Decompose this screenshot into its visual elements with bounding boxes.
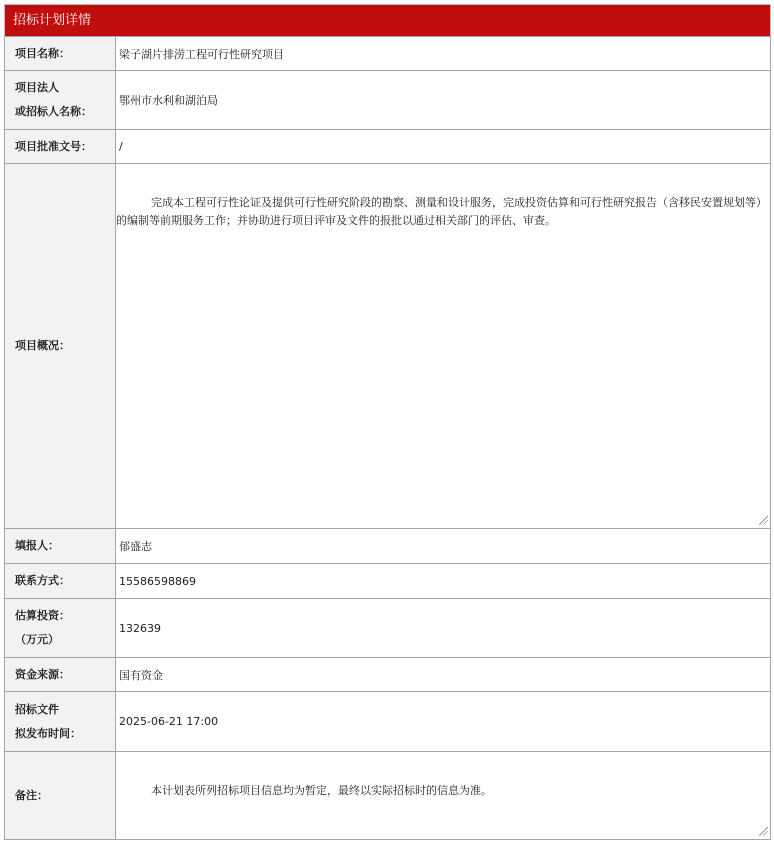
- row-investment: [5, 599, 771, 658]
- remarks-label: 备注：: [5, 752, 116, 840]
- remarks-cell: [116, 752, 771, 840]
- investment-label-line1: 估算投资：: [15, 609, 70, 622]
- investment-value: 132639: [116, 599, 771, 658]
- legal-person-label: [5, 71, 116, 130]
- legal-person-value: 鄂州市水利和湖泊局: [116, 71, 771, 130]
- project-name-label: 项目名称：: [5, 37, 116, 71]
- contact-value: 15586598869: [116, 564, 771, 599]
- tender-plan-panel: [4, 4, 771, 840]
- investment-label: [5, 599, 116, 658]
- project-name-value: 梁子湖片排涝工程可行性研究项目: [116, 37, 771, 71]
- row-overview: [5, 164, 771, 529]
- row-release-time: [5, 692, 771, 752]
- reporter-label: 填报人：: [5, 529, 116, 564]
- details-table: [4, 36, 771, 840]
- resize-grip-icon[interactable]: [759, 516, 768, 525]
- fund-source-value: 国有资金: [116, 658, 771, 692]
- row-project-name: [5, 37, 771, 71]
- row-remarks: [5, 752, 771, 840]
- row-reporter: [5, 529, 771, 564]
- release-time-label-line2: 拟发布时间：: [15, 726, 81, 740]
- investment-label-line2: （万元）: [15, 633, 59, 646]
- panel-title: 招标计划详情: [5, 5, 770, 36]
- fund-source-label: 资金来源：: [5, 658, 116, 692]
- release-time-value: 2025-06-21 17:00: [116, 692, 771, 752]
- release-time-label-line1: 招标文件: [15, 702, 59, 716]
- overview-textarea[interactable]: [116, 164, 770, 527]
- overview-label: 项目概况：: [5, 164, 116, 529]
- row-legal-person: [5, 71, 771, 130]
- approval-no-value: /: [116, 130, 771, 164]
- legal-person-label-line1: 项目法人: [15, 81, 59, 94]
- row-contact: [5, 564, 771, 599]
- resize-grip-icon[interactable]: [759, 827, 768, 836]
- approval-no-label: 项目批准文号：: [5, 130, 116, 164]
- reporter-value: 郁盛志: [116, 529, 771, 564]
- release-time-label: [5, 692, 116, 752]
- row-approval-no: [5, 130, 771, 164]
- row-fund-source: [5, 658, 771, 692]
- contact-label: 联系方式：: [5, 564, 116, 599]
- remarks-textarea[interactable]: [116, 752, 770, 838]
- overview-text: 完成本工程可行性论证及提供可行性研究阶段的勘察、测量和设计服务，完成投资估算和可行性研究报告（含移民安置规划等）的编制等前期服务工作；并协助进行项目评审及文件的报批以通过相关部门的评估、审查。: [116, 196, 767, 227]
- remarks-text: 本计划表所列招标项目信息均为暂定，最终以实际招标时的信息为准。: [150, 784, 492, 797]
- overview-cell: [116, 164, 771, 529]
- legal-person-label-line2: 或招标人名称：: [15, 105, 92, 118]
